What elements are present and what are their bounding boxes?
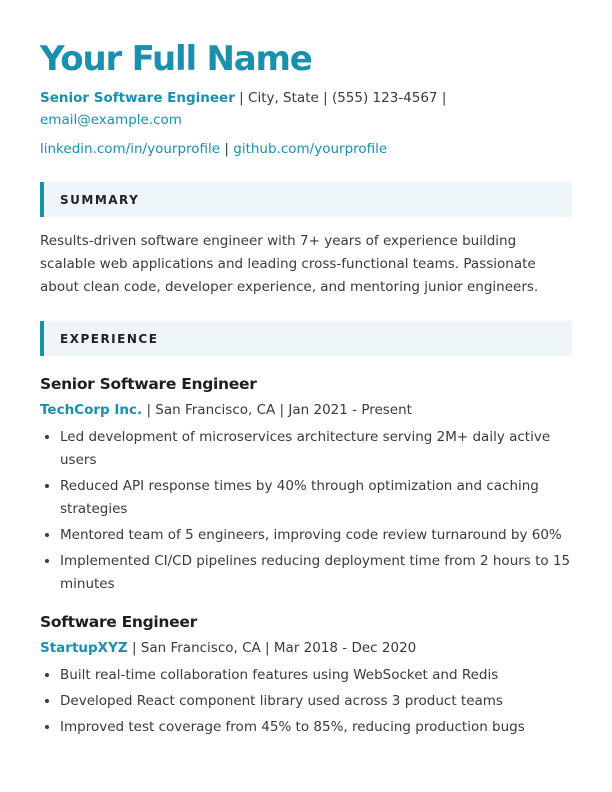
job-title: Software Engineer	[40, 613, 197, 631]
github-link[interactable]: github.com/yourprofile	[233, 141, 388, 157]
summary-heading: SUMMARY	[60, 192, 140, 207]
phone: (555) 123-4567	[331, 90, 438, 106]
bullet-item: • Implemented CI/CD pipelines reducing deployment time from 2 hours to 15 minutes	[60, 550, 572, 596]
bullet-item: • Developed React component library used across 3 product teams	[60, 690, 572, 713]
job-title: Senior Software Engineer	[40, 375, 257, 393]
profile-links	[40, 138, 572, 160]
summary-section-header	[40, 182, 572, 217]
job-title-headline: Senior Software Engineer	[40, 90, 235, 106]
experience-heading: EXPERIENCE	[60, 331, 159, 346]
job-bullets	[40, 426, 572, 596]
separator: |	[437, 90, 447, 106]
job-details: | San Francisco, CA | Mar 2018 - Dec 2020	[127, 640, 417, 656]
separator: |	[220, 141, 234, 157]
bullet-item: • Reduced API response times by 40% through optimization and caching strategies	[60, 475, 572, 521]
job-entry	[40, 611, 572, 739]
separator: |	[234, 90, 249, 106]
email-link[interactable]: email@example.com	[40, 112, 182, 128]
bullet-item: • Improved test coverage from 45% to 85%, reducing production bugs	[60, 716, 572, 739]
summary-text: Results-driven software engineer with 7+ years of experience building scalable web applications and leading cross-functional teams. Passionate about clean code, developer experience, and mentoring junior engineers.	[40, 233, 539, 295]
job-bullets	[40, 664, 572, 739]
job-meta	[40, 638, 572, 659]
job-details: | San Francisco, CA | Jan 2021 - Present	[142, 402, 412, 418]
separator: |	[318, 90, 332, 106]
linkedin-link[interactable]: linkedin.com/in/yourprofile	[40, 141, 221, 157]
bullet-item: • Mentored team of 5 engineers, improving code review turnaround by 60%	[60, 524, 572, 547]
company-name: StartupXYZ	[40, 640, 128, 656]
bullet-item: • Built real-time collaboration features using WebSocket and Redis	[60, 664, 572, 687]
experience-section-header	[40, 321, 572, 356]
location: City, State	[248, 90, 319, 106]
contact-line	[40, 87, 572, 131]
job-entry	[40, 373, 572, 596]
job-meta	[40, 400, 572, 421]
bullet-item: • Led development of microservices architecture serving 2M+ daily active users	[60, 426, 572, 472]
full-name: Your Full Name	[40, 39, 312, 79]
company-name: TechCorp Inc.	[40, 402, 143, 418]
